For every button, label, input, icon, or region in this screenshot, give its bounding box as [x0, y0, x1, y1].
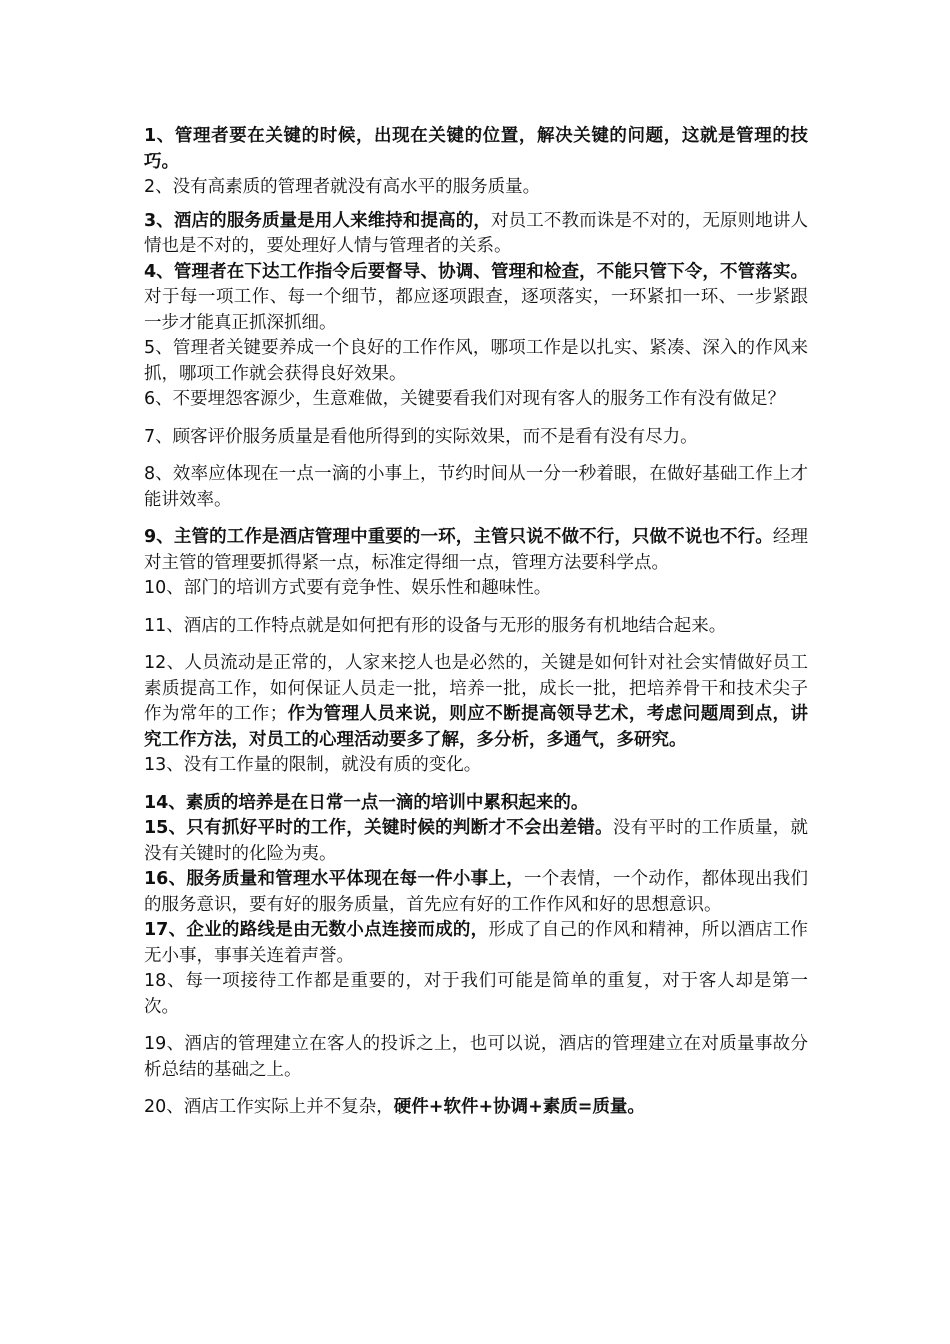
item-11 [144, 614, 808, 640]
item-18 [144, 969, 808, 1020]
item-2 [144, 175, 808, 201]
item-6-text: 6、不要埋怨客源少，生意难做，关键要看我们对现有客人的服务工作有没有做足？ [144, 389, 786, 409]
item-12 [144, 651, 808, 753]
document-body [144, 124, 808, 1121]
item-7 [144, 425, 808, 451]
item-3-text: 对员工不教而诛是不对的，无原则地讲人情也是不对的，要处理好人情与管理者的关系。 [144, 210, 808, 256]
item-8-text: 8、效率应体现在一点一滴的小事上，节约时间从一分一秒着眼，在做好基础工作上才能讲效率。 [144, 464, 808, 510]
item-10 [144, 576, 808, 602]
item-14 [144, 791, 808, 817]
item-5 [144, 336, 808, 387]
item-19-text: 19、酒店的管理建立在客人的投诉之上，也可以说，酒店的管理建立在对质量事故分析总结的基础之上。 [144, 1034, 808, 1080]
item-19 [144, 1032, 808, 1083]
item-7-text: 7、顾客评价服务质量是看他所得到的实际效果，而不是看有没有尽力。 [144, 426, 698, 447]
item-15-text: 没有平时的工作质量，就没有关键时的化险为夷。 [144, 818, 809, 864]
item-11-text: 11、酒店的工作特点就是如何把有形的设备与无形的服务有机地结合起来。 [144, 615, 727, 636]
item-1 [144, 124, 808, 175]
item-15 [144, 816, 808, 867]
item-20-bold-tail: 硬件+软件+协调+素质=质量。 [393, 1097, 645, 1117]
item-10-text: 10、部门的培训方式要有竞争性、娱乐性和趣味性。 [144, 578, 552, 598]
item-5-text: 5、管理者关键要养成一个良好的工作作风，哪项工作是以扎实、紧凑、深入的作风来抓，哪项工作就会获得良好效果。 [144, 338, 808, 384]
item-18-text: 18、每一项接待工作都是重要的，对于我们可能是简单的重复，对于客人却是第一次。 [144, 971, 808, 1017]
item-9-text: 经理对主管的管理要抓得紧一点，标准定得细一点，管理方法要科学点。 [144, 527, 808, 573]
item-17-text: 形成了自己的作风和精神，所以酒店工作无小事，事事关连着声誉。 [144, 920, 809, 966]
item-3 [144, 209, 808, 260]
item-16 [144, 867, 808, 918]
item-16-text: 一个表情，一个动作，都体现出我们的服务意识，要有好的服务质量，首先应有好的工作作风和好的思想意识。 [144, 869, 809, 915]
item-17 [144, 918, 808, 969]
item-2-text: 2、没有高素质的管理者就没有高水平的服务质量。 [144, 177, 541, 197]
item-14-bold: 14、素质的培养是在日常一点一滴的培训中累积起来的。 [144, 792, 589, 813]
item-12-text: 12、人员流动是正常的，人家来挖人也是必然的，关键是如何针对社会实情做好员工素质提高工作，如何保证人员走一批，培养一批，成长一批，把培养骨干和技术尖子作为常年的工作； [144, 653, 808, 724]
item-13 [144, 753, 808, 779]
item-1-bold: 1、管理者要在关键的时候，出现在关键的位置，解决关键的问题，这就是管理的技巧。 [144, 126, 808, 172]
item-4 [144, 260, 808, 337]
item-15-bold: 15、只有抓好平时的工作，关键时候的判断才不会出差错。 [144, 818, 613, 838]
item-13-text: 13、没有工作量的限制，就没有质的变化。 [144, 755, 482, 775]
item-4-bold: 4、管理者在下达工作指令后要督导、协调、管理和检查，不能只管下令，不管落实。 [144, 261, 808, 282]
item-8 [144, 462, 808, 513]
item-20 [144, 1095, 808, 1121]
item-12-bold-tail: 作为管理人员来说，则应不断提高领导艺术，考虑问题周到点，讲究工作方法，对员工的心理活动要多了解，多分析，多通气，多研究。 [144, 704, 809, 750]
item-3-bold: 3、酒店的服务质量是用人来维持和提高的， [144, 210, 492, 231]
item-9-bold: 9、主管的工作是酒店管理中重要的一环，主管只说不做不行，只做不说也不行。 [144, 527, 773, 547]
item-9 [144, 525, 808, 576]
item-16-bold: 16、服务质量和管理水平体现在每一件小事上， [144, 869, 524, 889]
item-20-text: 20、酒店工作实际上并不复杂， [144, 1097, 394, 1117]
item-4-text: 对于每一项工作、每一个细节，都应逐项跟查，逐项落实，一环紧扣一环、一步紧跟一步才能真正抓深抓细。 [144, 287, 808, 333]
item-6 [144, 387, 808, 413]
item-17-bold: 17、企业的路线是由无数小点连接而成的， [144, 920, 489, 940]
